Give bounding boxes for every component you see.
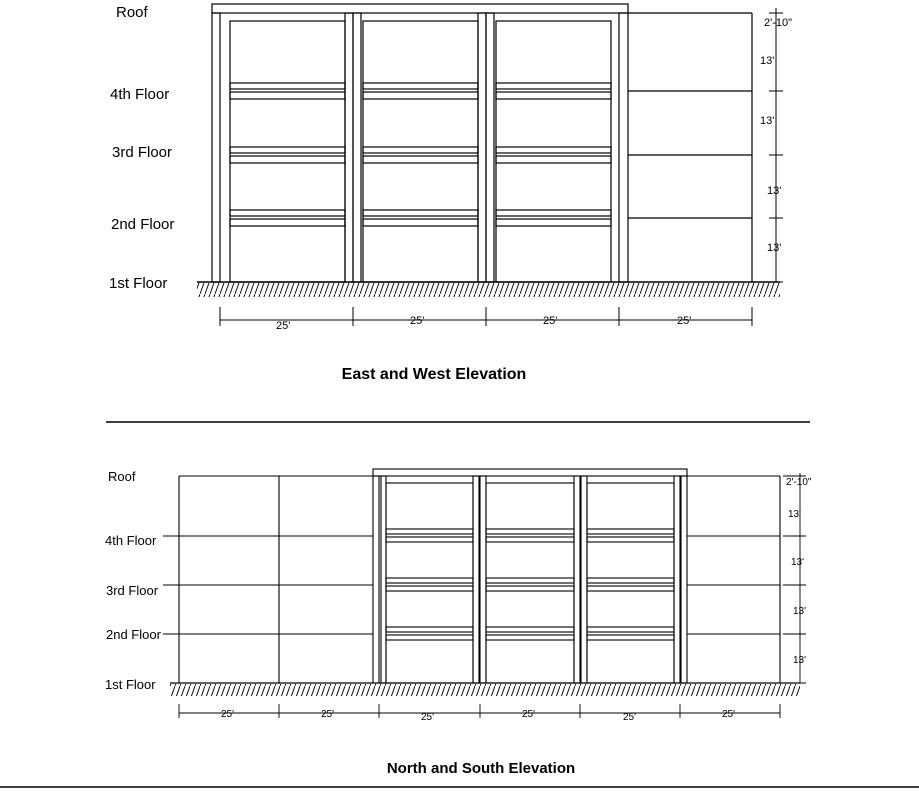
north-south-elevation [163,469,806,718]
ew-parapet-dimension: 2'-10" [764,17,793,29]
ew-bay-dimension: 25' [276,320,291,332]
ns-floor-label-1st: 1st Floor [105,677,156,692]
ew-bay-dimension: 25' [410,315,425,327]
ew-bay-dimension: 25' [543,315,558,327]
ew-floor-label-3rd: 3rd Floor [112,144,173,161]
ew-floor-label-roof: Roof [116,4,148,21]
ns-bay-dimension: 25' [221,709,235,720]
ns-bay-dimension: 25' [722,709,736,720]
ns-bay-dimension: 25' [522,709,536,720]
east-west-elevation [197,4,783,326]
ew-story-dimension: 13' [760,115,775,127]
ew-floor-label-4th: 4th Floor [110,86,170,103]
ew-floor-label-1st: 1st Floor [109,275,168,292]
ew-story-dimension: 13' [767,242,782,254]
ns-story-dimension: 13' [788,509,802,520]
ns-bay-dimension: 25' [623,712,637,723]
ew-elevation-title: East and West Elevation [341,366,527,383]
ns-floor-label-2nd: 2nd Floor [106,627,161,642]
ew-story-dimension: 13' [760,55,775,67]
ns-floor-label-roof: Roof [108,469,136,484]
ns-elevation-title: North and South Elevation [386,760,576,777]
ns-floor-label-3rd: 3rd Floor [106,583,159,598]
ns-bay-dimension: 25' [421,712,435,723]
ns-floor-label-4th: 4th Floor [105,533,157,548]
ns-story-dimension: 13' [791,557,805,568]
ew-floor-label-2nd: 2nd Floor [111,216,175,233]
ns-story-dimension: 13' [793,606,807,617]
ns-story-dimension: 13' [793,655,807,666]
ns-parapet-dimension: 2'-10" [786,477,812,488]
ew-bay-dimension: 25' [677,315,692,327]
ns-bay-dimension: 25' [321,709,335,720]
ew-story-dimension: 13' [767,185,782,197]
